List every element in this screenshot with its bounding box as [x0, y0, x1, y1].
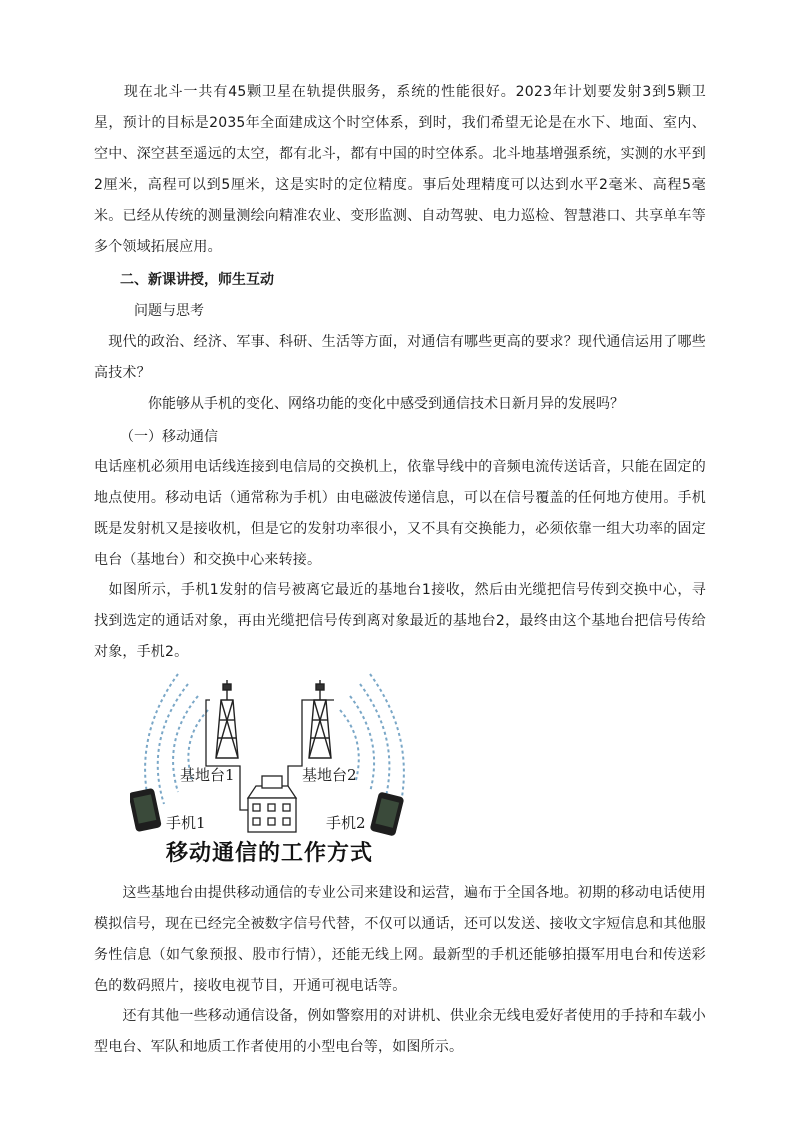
phone-2-icon [370, 791, 405, 836]
paragraph-question-2: 你能够从手机的变化、网络功能的变化中感受到通信技术日新月异的发展吗？ [148, 396, 624, 412]
base-station-1-label: 基地台1 [180, 766, 235, 784]
paragraph-base-stations: 这些基地台由提供移动通信的专业公司来建设和运营，遍布于全国各地。初期的移动电话使用模拟信号，现在已经完全被数字信号代替，不仅可以通话，还可以发送、接收文字短信息和其他服务性信息（如气象预报、股市行情），还能无线上网。最新型的手机还能够拍摄军用电台和传送彩色的数码照片，接收电视节目，开通可视电话等。 [94, 885, 706, 994]
figure-caption: 移动通信的工作方式 [166, 841, 374, 866]
question-title: 问题与思考 [134, 303, 204, 319]
paragraph-other-devices: 还有其他一些移动通信设备，例如警察用的对讲机、供业余无线电爱好者使用的手持和车载小型电台、军队和地质工作者使用的小型电台等，如图所示。 [94, 1008, 706, 1055]
phone-1-label: 手机1 [166, 814, 206, 832]
phone-2-label: 手机2 [326, 814, 366, 832]
paragraph-question-1: 现代的政治、经济、军事、科研、生活等方面，对通信有哪些更高的要求？现代通信运用了哪些高技术？ [94, 334, 706, 381]
phone-1-icon [130, 788, 162, 833]
paragraph-landline: 电话座机必须用电话线连接到电信局的交换机上，依靠导线中的音频电流传送话音，只能在固定的地点使用。移动电话（通常称为手机）由电磁波传递信息，可以在信号覆盖的任何地方使用。手机既是发射机又是接收机，但是它的发射功率很小，又不具有交换能力，必须依靠一组大功率的固定电台（基地台）和交换中心来转接。 [94, 459, 706, 568]
base-station-2-label: 基地台2 [302, 766, 357, 784]
subsection-title: （一）移动通信 [120, 429, 218, 445]
signal-waves-right [340, 674, 404, 816]
tower-1-icon [216, 680, 238, 758]
paragraph-figure-intro: 如图所示，手机1发射的信号被离它最近的基地台1接收，然后由光缆把信号传到交换中心，寻找到选定的通话对象，再由光缆把信号传到离对象最近的基地台2，最终由这个基地台把信号传给对象，手机2。 [94, 582, 706, 660]
tower-2-icon [309, 680, 331, 758]
mobile-communication-figure [130, 670, 420, 870]
paragraph-beidou: 现在北斗一共有45颗卫星在轨提供服务，系统的性能很好。2023年计划要发射3到5颗卫星，预计的目标是2035年全面建成这个时空体系，到时，我们希望无论是在水下、地面、室内、空中、深空甚至遥远的太空，都有北斗，都有中国的时空体系。北斗地基增强系统，实测的水平到2厘米，高程可以到5厘米，这是实时的定位精度。事后处理精度可以达到水平2毫米、高程5毫米。已经从传统的测量测绘向精准农业、变形监测、自动驾驶、电力巡检、智慧港口、共享单车等多个领域拓展应用。 [94, 84, 706, 255]
section-heading: 二、新课讲授，师生互动 [120, 272, 274, 288]
exchange-center-icon [248, 776, 296, 832]
